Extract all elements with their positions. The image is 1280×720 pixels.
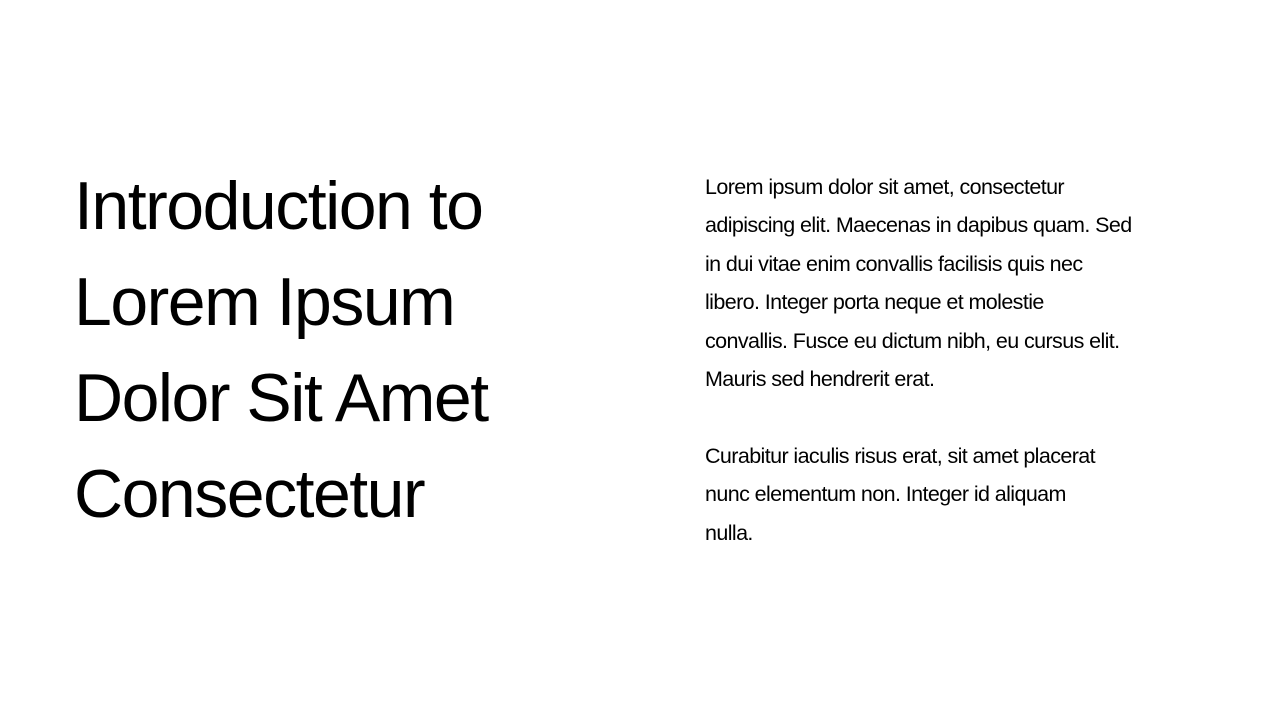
title-line: Dolor Sit Amet xyxy=(74,360,488,436)
paragraph-line: Lorem ipsum dolor sit amet, consectetur xyxy=(705,175,1064,199)
slide-body xyxy=(705,168,1225,552)
slide-title xyxy=(74,158,654,542)
paragraph-line: libero. Integer porta neque et molestie xyxy=(705,290,1044,315)
title-line: Introduction to xyxy=(74,168,483,244)
paragraph-line: Mauris sed hendrerit erat. xyxy=(705,367,935,392)
paragraph-line: adipiscing elit. Maecenas in dapibus quam. Sed xyxy=(705,213,1132,238)
paragraph-line: Curabitur iaculis risus erat, sit amet placerat xyxy=(705,443,1096,468)
paragraph-line: nunc elementum non. Integer id aliquam xyxy=(705,482,1066,507)
body-paragraph-1 xyxy=(705,168,1225,398)
paragraph-line: nulla. xyxy=(705,520,753,545)
title-line: Consectetur xyxy=(74,456,425,532)
title-line: Lorem Ipsum xyxy=(74,264,455,340)
paragraph-line: convallis. Fusce eu dictum nibh, eu cursus elit. xyxy=(705,328,1120,353)
body-paragraph-2 xyxy=(705,437,1225,552)
paragraph-line: in dui vitae enim convallis facilisis quis nec xyxy=(705,251,1083,276)
